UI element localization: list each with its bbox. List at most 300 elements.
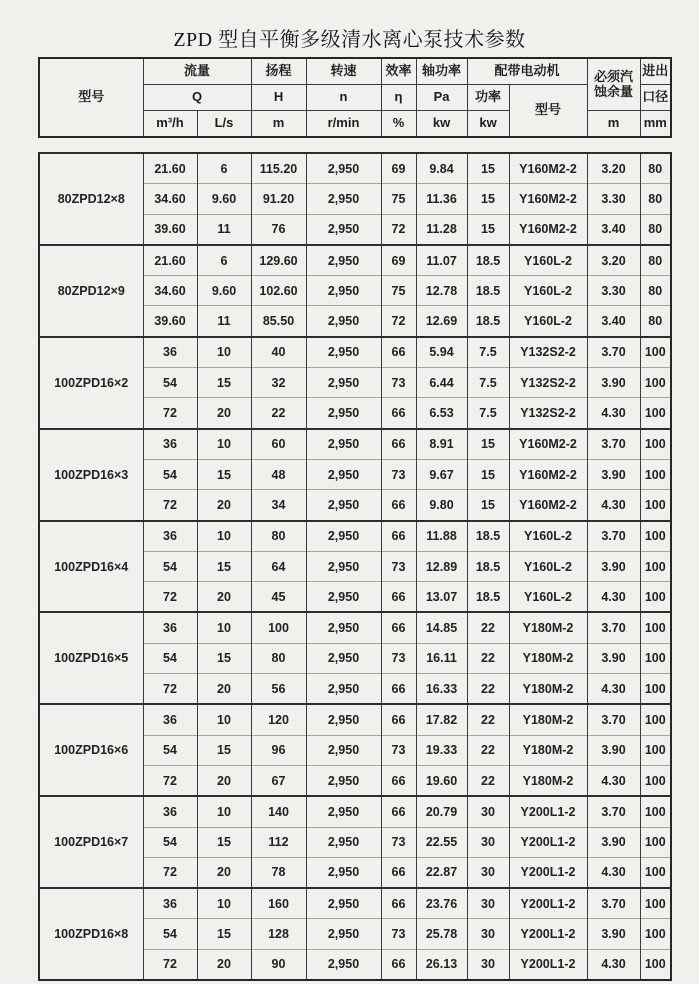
cell-flow-m3h: 39.60: [143, 306, 197, 337]
cell-flow-m3h: 21.60: [143, 153, 197, 184]
cell-head-m: 78: [251, 857, 306, 888]
cell-head-m: 32: [251, 368, 306, 398]
cell-flow-m3h: 54: [143, 919, 197, 949]
col-header-model: 型号: [39, 58, 143, 137]
cell-flow-ls: 6: [197, 153, 251, 184]
cell-port-diameter-mm: 100: [640, 919, 671, 949]
cell-efficiency-pct: 72: [381, 214, 416, 245]
cell-npsh-m: 3.20: [587, 153, 640, 184]
cell-motor-model: Y160M2-2: [509, 214, 587, 245]
cell-port-diameter-mm: 100: [640, 459, 671, 489]
col-header-shaft-power-symbol: Pa: [416, 85, 467, 111]
cell-motor-power-kw: 18.5: [467, 521, 509, 552]
cell-port-diameter-mm: 100: [640, 735, 671, 765]
pump-model: 100ZPD16×4: [39, 521, 143, 613]
cell-npsh-m: 3.90: [587, 368, 640, 398]
cell-speed-rmin: 2,950: [306, 704, 381, 735]
unit-shaft-power: kw: [416, 111, 467, 138]
col-header-speed-symbol: n: [306, 85, 381, 111]
cell-port-diameter-mm: 80: [640, 276, 671, 306]
cell-shaft-power-kw: 6.44: [416, 368, 467, 398]
cell-speed-rmin: 2,950: [306, 214, 381, 245]
cell-port-diameter-mm: 100: [640, 949, 671, 980]
cell-motor-model: Y160M2-2: [509, 459, 587, 489]
cell-shaft-power-kw: 9.84: [416, 153, 467, 184]
cell-motor-power-kw: 22: [467, 765, 509, 796]
cell-motor-model: Y180M-2: [509, 765, 587, 796]
cell-efficiency-pct: 66: [381, 521, 416, 552]
table-row: [39, 429, 671, 460]
cell-shaft-power-kw: 22.55: [416, 827, 467, 857]
cell-port-diameter-mm: 80: [640, 306, 671, 337]
cell-shaft-power-kw: 12.69: [416, 306, 467, 337]
cell-port-diameter-mm: 100: [640, 612, 671, 643]
cell-flow-ls: 10: [197, 612, 251, 643]
cell-flow-m3h: 72: [143, 490, 197, 521]
cell-npsh-m: 3.70: [587, 796, 640, 827]
unit-efficiency: %: [381, 111, 416, 138]
cell-motor-model: Y200L1-2: [509, 827, 587, 857]
cell-flow-m3h: 21.60: [143, 245, 197, 276]
cell-flow-ls: 11: [197, 306, 251, 337]
cell-motor-model: Y180M-2: [509, 643, 587, 673]
cell-port-diameter-mm: 100: [640, 674, 671, 705]
cell-head-m: 128: [251, 919, 306, 949]
cell-motor-model: Y180M-2: [509, 612, 587, 643]
cell-motor-model: Y160M2-2: [509, 490, 587, 521]
cell-flow-m3h: 36: [143, 612, 197, 643]
cell-shaft-power-kw: 11.88: [416, 521, 467, 552]
cell-speed-rmin: 2,950: [306, 796, 381, 827]
cell-flow-m3h: 36: [143, 521, 197, 552]
pump-model: 100ZPD16×6: [39, 704, 143, 796]
cell-npsh-m: 4.30: [587, 765, 640, 796]
cell-motor-power-kw: 22: [467, 643, 509, 673]
cell-port-diameter-mm: 100: [640, 429, 671, 460]
cell-shaft-power-kw: 11.36: [416, 184, 467, 214]
cell-npsh-m: 3.40: [587, 306, 640, 337]
cell-npsh-m: 3.90: [587, 459, 640, 489]
cell-head-m: 60: [251, 429, 306, 460]
pump-model: 100ZPD16×8: [39, 888, 143, 980]
cell-shaft-power-kw: 11.07: [416, 245, 467, 276]
cell-motor-model: Y200L1-2: [509, 888, 587, 919]
cell-speed-rmin: 2,950: [306, 551, 381, 581]
cell-port-diameter-mm: 100: [640, 337, 671, 368]
cell-flow-ls: 10: [197, 521, 251, 552]
cell-motor-model: Y200L1-2: [509, 949, 587, 980]
cell-efficiency-pct: 73: [381, 643, 416, 673]
cell-head-m: 112: [251, 827, 306, 857]
cell-efficiency-pct: 66: [381, 429, 416, 460]
cell-shaft-power-kw: 14.85: [416, 612, 467, 643]
cell-speed-rmin: 2,950: [306, 919, 381, 949]
cell-speed-rmin: 2,950: [306, 521, 381, 552]
col-header-head: 扬程: [251, 58, 306, 85]
cell-flow-m3h: 72: [143, 949, 197, 980]
cell-flow-m3h: 36: [143, 337, 197, 368]
cell-head-m: 67: [251, 765, 306, 796]
spec-table-header: [38, 57, 672, 138]
unit-head: m: [251, 111, 306, 138]
cell-shaft-power-kw: 17.82: [416, 704, 467, 735]
cell-speed-rmin: 2,950: [306, 368, 381, 398]
cell-port-diameter-mm: 80: [640, 153, 671, 184]
col-header-flow: 流量: [143, 58, 251, 85]
cell-npsh-m: 3.30: [587, 184, 640, 214]
cell-speed-rmin: 2,950: [306, 765, 381, 796]
cell-motor-model: Y160M2-2: [509, 184, 587, 214]
cell-port-diameter-mm: 100: [640, 551, 671, 581]
cell-motor-model: Y180M-2: [509, 674, 587, 705]
cell-motor-model: Y180M-2: [509, 735, 587, 765]
cell-efficiency-pct: 72: [381, 306, 416, 337]
cell-npsh-m: 4.30: [587, 857, 640, 888]
col-header-efficiency-symbol: η: [381, 85, 416, 111]
cell-motor-power-kw: 15: [467, 490, 509, 521]
cell-motor-model: Y160L-2: [509, 521, 587, 552]
cell-flow-ls: 10: [197, 429, 251, 460]
cell-efficiency-pct: 66: [381, 857, 416, 888]
cell-efficiency-pct: 73: [381, 827, 416, 857]
cell-motor-model: Y160L-2: [509, 245, 587, 276]
cell-shaft-power-kw: 22.87: [416, 857, 467, 888]
cell-port-diameter-mm: 100: [640, 857, 671, 888]
cell-shaft-power-kw: 9.80: [416, 490, 467, 521]
cell-port-diameter-mm: 100: [640, 368, 671, 398]
col-header-speed: 转速: [306, 58, 381, 85]
cell-head-m: 90: [251, 949, 306, 980]
cell-port-diameter-mm: 100: [640, 643, 671, 673]
cell-motor-model: Y132S2-2: [509, 337, 587, 368]
cell-flow-ls: 10: [197, 337, 251, 368]
table-row: [39, 704, 671, 735]
cell-flow-m3h: 54: [143, 551, 197, 581]
cell-flow-ls: 15: [197, 735, 251, 765]
cell-head-m: 100: [251, 612, 306, 643]
cell-efficiency-pct: 66: [381, 765, 416, 796]
cell-npsh-m: 3.70: [587, 521, 640, 552]
cell-efficiency-pct: 66: [381, 949, 416, 980]
page-title: ZPD 型自平衡多级清水离心泵技术参数: [173, 29, 526, 51]
cell-npsh-m: 3.20: [587, 245, 640, 276]
cell-motor-power-kw: 30: [467, 949, 509, 980]
cell-port-diameter-mm: 100: [640, 521, 671, 552]
cell-speed-rmin: 2,950: [306, 306, 381, 337]
cell-motor-power-kw: 7.5: [467, 337, 509, 368]
cell-head-m: 48: [251, 459, 306, 489]
cell-npsh-m: 3.90: [587, 551, 640, 581]
cell-motor-power-kw: 7.5: [467, 398, 509, 429]
cell-npsh-m: 3.70: [587, 888, 640, 919]
cell-flow-ls: 15: [197, 643, 251, 673]
unit-motor-power: kw: [467, 111, 509, 138]
cell-flow-ls: 6: [197, 245, 251, 276]
unit-flow-ls: L/s: [197, 111, 251, 138]
table-row: [39, 153, 671, 184]
cell-npsh-m: 3.40: [587, 214, 640, 245]
cell-port-diameter-mm: 100: [640, 704, 671, 735]
cell-flow-ls: 10: [197, 888, 251, 919]
cell-motor-power-kw: 18.5: [467, 276, 509, 306]
cell-motor-power-kw: 15: [467, 184, 509, 214]
cell-port-diameter-mm: 100: [640, 582, 671, 613]
cell-motor-power-kw: 30: [467, 857, 509, 888]
cell-motor-power-kw: 22: [467, 735, 509, 765]
cell-npsh-m: 4.30: [587, 490, 640, 521]
cell-speed-rmin: 2,950: [306, 857, 381, 888]
cell-speed-rmin: 2,950: [306, 459, 381, 489]
cell-flow-m3h: 39.60: [143, 214, 197, 245]
cell-port-diameter-mm: 100: [640, 490, 671, 521]
cell-efficiency-pct: 73: [381, 919, 416, 949]
cell-npsh-m: 3.90: [587, 919, 640, 949]
cell-flow-m3h: 72: [143, 765, 197, 796]
pump-model: 80ZPD12×9: [39, 245, 143, 337]
pump-model: 80ZPD12×8: [39, 153, 143, 245]
cell-speed-rmin: 2,950: [306, 827, 381, 857]
cell-efficiency-pct: 66: [381, 337, 416, 368]
cell-flow-m3h: 72: [143, 582, 197, 613]
cell-head-m: 80: [251, 521, 306, 552]
cell-efficiency-pct: 73: [381, 551, 416, 581]
cell-head-m: 91.20: [251, 184, 306, 214]
cell-flow-ls: 20: [197, 949, 251, 980]
cell-head-m: 40: [251, 337, 306, 368]
cell-shaft-power-kw: 6.53: [416, 398, 467, 429]
cell-flow-m3h: 54: [143, 827, 197, 857]
cell-npsh-m: 4.30: [587, 674, 640, 705]
cell-shaft-power-kw: 16.33: [416, 674, 467, 705]
cell-motor-power-kw: 15: [467, 214, 509, 245]
cell-flow-m3h: 34.60: [143, 276, 197, 306]
cell-shaft-power-kw: 19.60: [416, 765, 467, 796]
cell-shaft-power-kw: 5.94: [416, 337, 467, 368]
cell-head-m: 76: [251, 214, 306, 245]
unit-port: mm: [640, 111, 671, 138]
cell-shaft-power-kw: 26.13: [416, 949, 467, 980]
cell-head-m: 85.50: [251, 306, 306, 337]
cell-motor-power-kw: 22: [467, 704, 509, 735]
cell-speed-rmin: 2,950: [306, 245, 381, 276]
cell-flow-ls: 9.60: [197, 184, 251, 214]
cell-flow-m3h: 54: [143, 368, 197, 398]
cell-speed-rmin: 2,950: [306, 949, 381, 980]
cell-flow-ls: 10: [197, 796, 251, 827]
cell-efficiency-pct: 66: [381, 796, 416, 827]
cell-speed-rmin: 2,950: [306, 153, 381, 184]
cell-head-m: 34: [251, 490, 306, 521]
cell-motor-power-kw: 15: [467, 153, 509, 184]
cell-head-m: 129.60: [251, 245, 306, 276]
cell-efficiency-pct: 66: [381, 612, 416, 643]
cell-port-diameter-mm: 80: [640, 184, 671, 214]
cell-port-diameter-mm: 80: [640, 214, 671, 245]
cell-speed-rmin: 2,950: [306, 184, 381, 214]
cell-head-m: 140: [251, 796, 306, 827]
cell-efficiency-pct: 69: [381, 245, 416, 276]
cell-efficiency-pct: 66: [381, 704, 416, 735]
cell-flow-m3h: 36: [143, 429, 197, 460]
cell-flow-ls: 20: [197, 857, 251, 888]
cell-speed-rmin: 2,950: [306, 582, 381, 613]
cell-flow-ls: 15: [197, 551, 251, 581]
cell-motor-power-kw: 15: [467, 429, 509, 460]
cell-npsh-m: 3.70: [587, 704, 640, 735]
cell-flow-ls: 15: [197, 368, 251, 398]
col-header-flow-symbol: Q: [143, 85, 251, 111]
cell-head-m: 160: [251, 888, 306, 919]
cell-npsh-m: 4.30: [587, 582, 640, 613]
col-header-motor: 配带电动机: [467, 58, 587, 85]
cell-speed-rmin: 2,950: [306, 398, 381, 429]
cell-motor-model: Y160M2-2: [509, 153, 587, 184]
cell-shaft-power-kw: 12.89: [416, 551, 467, 581]
cell-motor-model: Y132S2-2: [509, 368, 587, 398]
pump-model: 100ZPD16×5: [39, 612, 143, 704]
col-header-motor-power: 功率: [467, 85, 509, 111]
cell-motor-power-kw: 18.5: [467, 551, 509, 581]
cell-flow-m3h: 54: [143, 643, 197, 673]
cell-speed-rmin: 2,950: [306, 429, 381, 460]
cell-efficiency-pct: 66: [381, 888, 416, 919]
cell-flow-m3h: 72: [143, 674, 197, 705]
cell-shaft-power-kw: 19.33: [416, 735, 467, 765]
cell-head-m: 115.20: [251, 153, 306, 184]
col-header-efficiency: 效率: [381, 58, 416, 85]
cell-head-m: 64: [251, 551, 306, 581]
cell-flow-ls: 11: [197, 214, 251, 245]
col-header-shaft-power: 轴功率: [416, 58, 467, 85]
unit-speed: r/min: [306, 111, 381, 138]
pump-model: 100ZPD16×3: [39, 429, 143, 521]
cell-efficiency-pct: 66: [381, 674, 416, 705]
cell-npsh-m: 3.90: [587, 735, 640, 765]
col-header-npsh: 必须汽蚀余量: [587, 58, 640, 111]
cell-motor-model: Y200L1-2: [509, 857, 587, 888]
cell-flow-m3h: 36: [143, 796, 197, 827]
cell-motor-power-kw: 7.5: [467, 368, 509, 398]
cell-motor-model: Y160L-2: [509, 306, 587, 337]
cell-npsh-m: 4.30: [587, 949, 640, 980]
cell-flow-ls: 20: [197, 674, 251, 705]
cell-shaft-power-kw: 13.07: [416, 582, 467, 613]
cell-flow-m3h: 54: [143, 735, 197, 765]
cell-motor-power-kw: 18.5: [467, 306, 509, 337]
pump-model: 100ZPD16×2: [39, 337, 143, 429]
cell-flow-m3h: 72: [143, 857, 197, 888]
cell-speed-rmin: 2,950: [306, 337, 381, 368]
cell-motor-power-kw: 18.5: [467, 245, 509, 276]
unit-flow-m3h: m³/h: [143, 111, 197, 138]
cell-flow-m3h: 54: [143, 459, 197, 489]
cell-flow-ls: 15: [197, 827, 251, 857]
col-header-head-symbol: H: [251, 85, 306, 111]
header-row-1: [39, 58, 671, 85]
cell-shaft-power-kw: 8.91: [416, 429, 467, 460]
cell-npsh-m: 3.90: [587, 643, 640, 673]
cell-shaft-power-kw: 11.28: [416, 214, 467, 245]
cell-speed-rmin: 2,950: [306, 735, 381, 765]
cell-motor-power-kw: 22: [467, 674, 509, 705]
col-header-port-top: 进出: [640, 58, 671, 85]
cell-speed-rmin: 2,950: [306, 490, 381, 521]
cell-efficiency-pct: 66: [381, 398, 416, 429]
cell-port-diameter-mm: 100: [640, 827, 671, 857]
cell-efficiency-pct: 75: [381, 184, 416, 214]
cell-flow-ls: 20: [197, 398, 251, 429]
cell-speed-rmin: 2,950: [306, 674, 381, 705]
cell-head-m: 120: [251, 704, 306, 735]
cell-port-diameter-mm: 100: [640, 765, 671, 796]
cell-motor-model: Y132S2-2: [509, 398, 587, 429]
cell-head-m: 56: [251, 674, 306, 705]
cell-port-diameter-mm: 100: [640, 398, 671, 429]
cell-motor-model: Y160L-2: [509, 276, 587, 306]
cell-head-m: 80: [251, 643, 306, 673]
col-header-motor-model: 型号: [509, 85, 587, 138]
cell-motor-model: Y160L-2: [509, 582, 587, 613]
cell-npsh-m: 3.90: [587, 827, 640, 857]
cell-speed-rmin: 2,950: [306, 643, 381, 673]
cell-motor-power-kw: 30: [467, 919, 509, 949]
cell-head-m: 96: [251, 735, 306, 765]
cell-head-m: 22: [251, 398, 306, 429]
table-row: [39, 245, 671, 276]
cell-port-diameter-mm: 80: [640, 245, 671, 276]
cell-motor-power-kw: 30: [467, 796, 509, 827]
cell-shaft-power-kw: 9.67: [416, 459, 467, 489]
cell-speed-rmin: 2,950: [306, 612, 381, 643]
cell-speed-rmin: 2,950: [306, 888, 381, 919]
cell-npsh-m: 3.70: [587, 612, 640, 643]
cell-shaft-power-kw: 12.78: [416, 276, 467, 306]
cell-motor-model: Y200L1-2: [509, 919, 587, 949]
pump-model: 100ZPD16×7: [39, 796, 143, 888]
cell-flow-ls: 20: [197, 765, 251, 796]
cell-npsh-m: 3.30: [587, 276, 640, 306]
cell-flow-ls: 10: [197, 704, 251, 735]
cell-npsh-m: 3.70: [587, 429, 640, 460]
table-row: [39, 796, 671, 827]
table-row: [39, 337, 671, 368]
cell-motor-model: Y180M-2: [509, 704, 587, 735]
cell-flow-m3h: 36: [143, 704, 197, 735]
cell-motor-power-kw: 15: [467, 459, 509, 489]
cell-flow-ls: 20: [197, 582, 251, 613]
cell-flow-m3h: 72: [143, 398, 197, 429]
cell-efficiency-pct: 75: [381, 276, 416, 306]
cell-shaft-power-kw: 23.76: [416, 888, 467, 919]
cell-motor-model: Y160M2-2: [509, 429, 587, 460]
cell-motor-model: Y160L-2: [509, 551, 587, 581]
col-header-port-bottom: 口径: [640, 85, 671, 111]
cell-speed-rmin: 2,950: [306, 276, 381, 306]
cell-port-diameter-mm: 100: [640, 796, 671, 827]
table-row: [39, 612, 671, 643]
cell-port-diameter-mm: 100: [640, 888, 671, 919]
spec-table-body: [38, 152, 672, 981]
cell-flow-ls: 15: [197, 459, 251, 489]
cell-motor-power-kw: 30: [467, 888, 509, 919]
cell-efficiency-pct: 73: [381, 459, 416, 489]
cell-flow-m3h: 34.60: [143, 184, 197, 214]
cell-flow-m3h: 36: [143, 888, 197, 919]
cell-motor-power-kw: 18.5: [467, 582, 509, 613]
cell-flow-ls: 9.60: [197, 276, 251, 306]
cell-head-m: 102.60: [251, 276, 306, 306]
cell-motor-power-kw: 30: [467, 827, 509, 857]
